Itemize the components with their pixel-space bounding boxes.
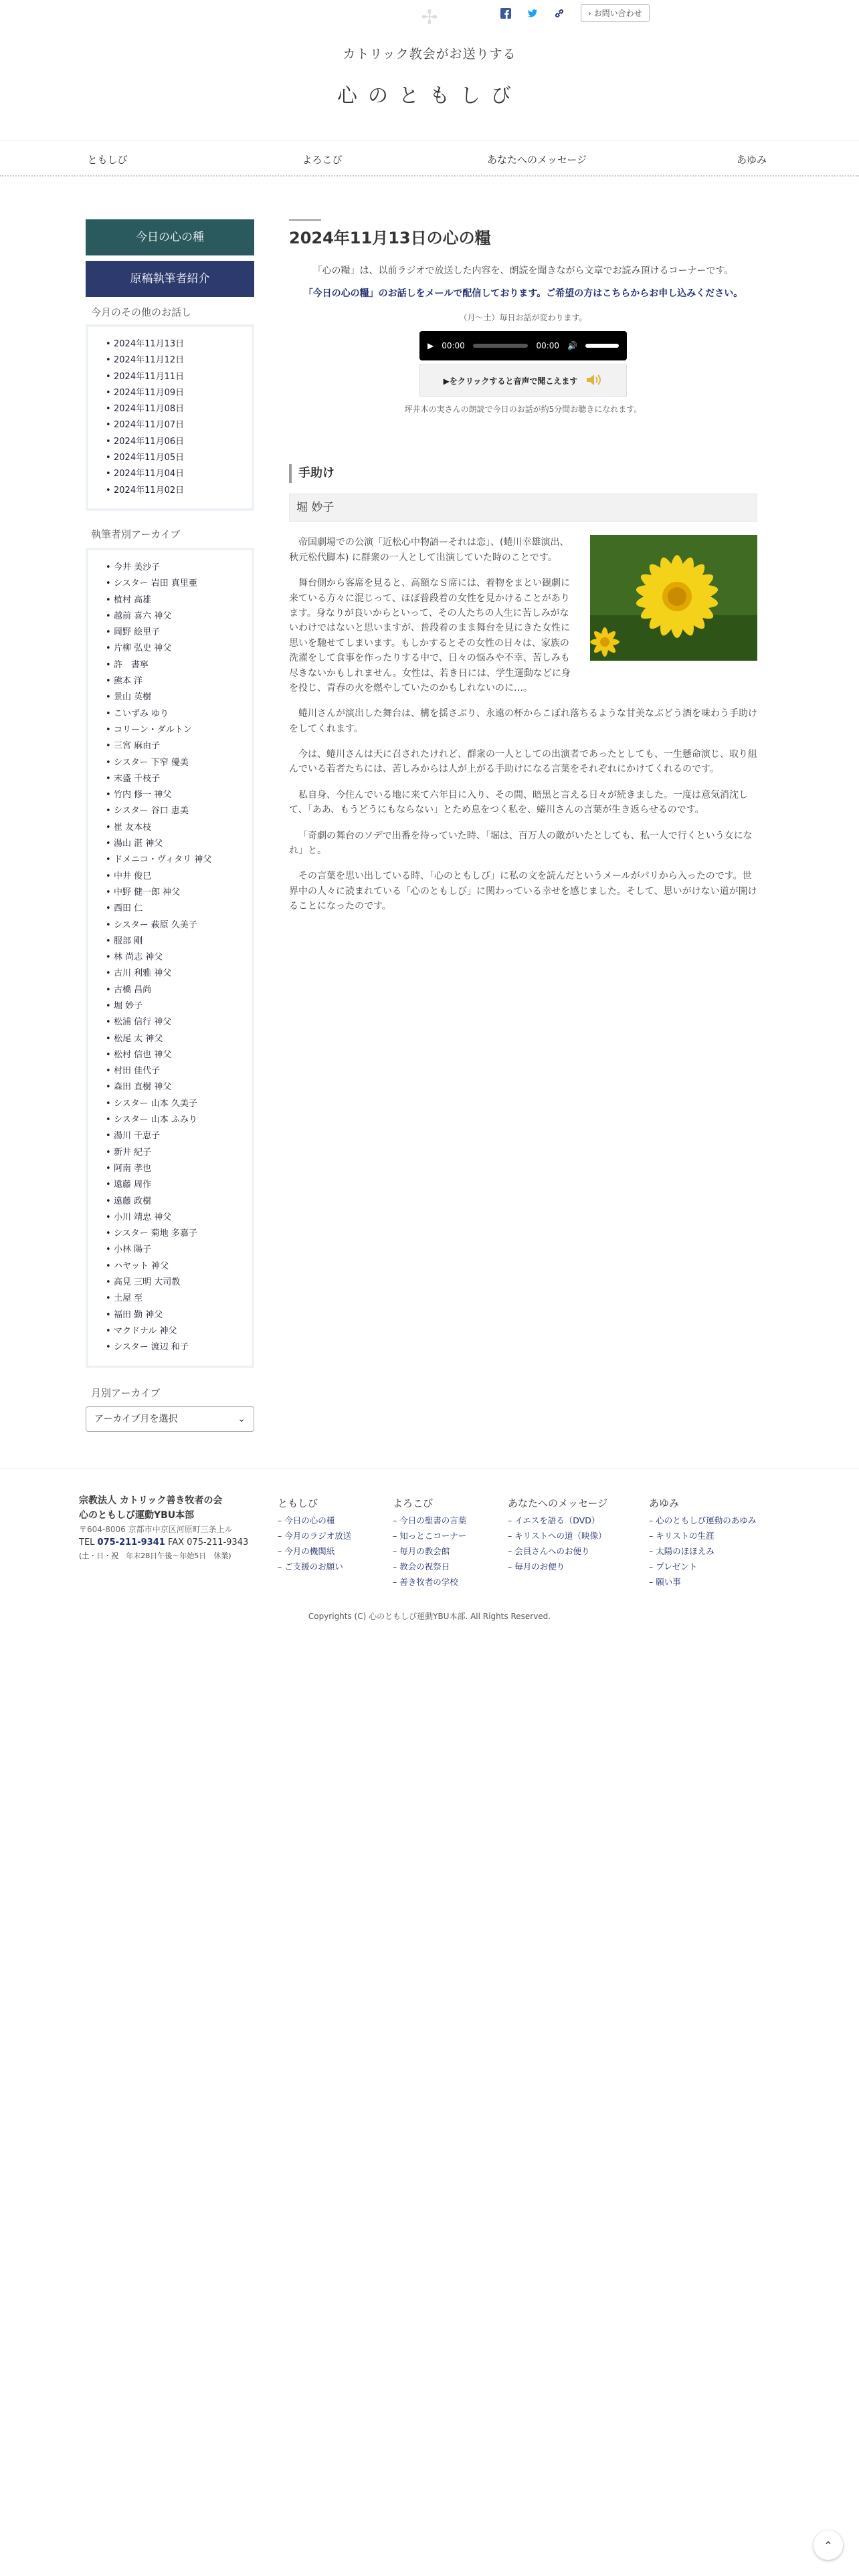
footer-link[interactable]: – ご支援のお願い — [278, 1559, 351, 1574]
date-list-item[interactable]: • 2024年11月07日 — [106, 417, 245, 433]
footer-column — [278, 1496, 351, 1574]
total-time: 00:00 — [536, 341, 560, 351]
writer-list-item[interactable]: • シスター 山本 久美子 — [106, 1096, 245, 1112]
footer-link[interactable]: – 知っとこコーナー — [393, 1528, 466, 1543]
click-to-play-button[interactable] — [419, 364, 627, 397]
article-paragraph: 帝国劇場での公演「近松心中物語ーそれは恋」、(蜷川幸雄演出、秋元松代脚本) に群衆の一人として出演していた時のことです。 — [289, 537, 569, 563]
fax-number: FAX 075-211-9343 — [167, 1537, 249, 1547]
footer-link[interactable]: – キリストの生涯 — [649, 1528, 756, 1543]
writer-list-item[interactable]: • 西田 仁 — [106, 901, 245, 917]
article-paragraph: 私自身、今住んでいる地に来て六年目に入り、その間、暗黒と言える日々が続きました。一度は意気消沈して、「ああ、もうどうにもならない」とため息をつく私を、蜷川さんの言葉が生き返らせるのです。 — [289, 789, 748, 816]
main-content — [289, 219, 757, 925]
writer-list-item[interactable]: • 遠藤 周作 — [106, 1177, 245, 1193]
writer-list-item[interactable]: • 景山 英樹 — [106, 689, 245, 706]
footer-link[interactable]: – 善き牧者の学校 — [393, 1574, 466, 1590]
writers-archive-title: 執筆者別アーカイブ — [91, 528, 181, 540]
article-paragraph: その言葉を思い出している時、「心のともしび」に私の文を読んだというメールがパリから入ったのです。世界中の人々に読まれている「心のともしび」に関わっている幸せを感じました。そして、思いがけない道が開けることになったのです。 — [289, 871, 757, 912]
contact-label: お問い合わせ — [593, 9, 642, 18]
arrow-up-icon: ⌃ — [824, 2539, 833, 2552]
date-list-item[interactable]: • 2024年11月09日 — [106, 385, 245, 401]
footer-organization — [79, 1493, 260, 1562]
footer-column — [508, 1496, 607, 1574]
writer-list-item[interactable]: • 遠藤 政樹 — [106, 1194, 245, 1210]
footer-link[interactable]: – 願い事 — [649, 1574, 756, 1590]
date-list-item[interactable]: • 2024年11月13日 — [106, 336, 245, 352]
nav-item-tomoshibi[interactable]: ともしび — [87, 154, 128, 166]
writer-list-item[interactable]: • シスター 谷口 恵美 — [106, 803, 245, 819]
footer-link[interactable]: – 会員さんへのお便り — [508, 1543, 607, 1559]
site-title[interactable]: 心のともしび — [337, 84, 522, 108]
footer-link[interactable]: – 毎月の教会館 — [393, 1543, 466, 1559]
writer-list-item[interactable]: • 片柳 弘史 神父 — [106, 641, 245, 657]
article-paragraph: 「奇劇の舞台のソデで出番を待っていた時、「堀は、百万人の敵がいたとしても、私一人で行くという女になれ」と。 — [289, 830, 753, 857]
monthly-archive-title: 月別アーカイブ — [91, 1386, 161, 1399]
footer-column — [649, 1496, 756, 1590]
writer-list-item[interactable]: • 小川 靖忠 神父 — [106, 1210, 245, 1226]
writer-list-item[interactable]: • 高見 三明 大司教 — [106, 1275, 245, 1291]
writer-list-item[interactable]: • 小林 陽子 — [106, 1242, 245, 1258]
top-utility-bar — [500, 4, 650, 22]
twitter-icon[interactable] — [527, 8, 538, 19]
tel-number[interactable]: 075-211-9341 — [97, 1537, 165, 1547]
play-icon[interactable]: ▶ — [427, 341, 434, 351]
writer-list-item[interactable]: • 末盛 千枝子 — [106, 771, 245, 787]
footer-link[interactable]: – キリストへの道（映像） — [508, 1528, 607, 1543]
footer-link[interactable]: – 今月の機関紙 — [278, 1543, 351, 1559]
writer-list-item[interactable]: • 松浦 信行 神父 — [106, 1014, 245, 1031]
writer-list-item[interactable]: • ドメニコ・ヴィタリ 神父 — [106, 852, 245, 868]
writer-list-item[interactable]: • 堀 妙子 — [106, 998, 245, 1014]
footer-column-title[interactable]: あなたへのメッセージ — [508, 1497, 608, 1509]
writer-list-item[interactable]: • 服部 剛 — [106, 934, 245, 950]
other-stories-title: 今月のその他のお話し — [91, 306, 192, 318]
org-address: 〒604-8006 京都市中京区河原町三条上ル — [79, 1524, 233, 1534]
footer-link[interactable]: – 太陽のほほえみ — [649, 1543, 756, 1559]
article-body — [289, 535, 757, 914]
writer-list-item[interactable]: • 今井 美沙子 — [106, 560, 245, 576]
chevron-down-icon: ⌄ — [237, 1413, 246, 1424]
writer-list-item[interactable]: • シスター 岩田 真里亜 — [106, 576, 245, 592]
back-to-top-button[interactable] — [814, 2531, 843, 2560]
writer-list-item[interactable]: • 越前 喜六 神父 — [106, 609, 245, 625]
writer-list — [86, 548, 254, 1368]
writer-list-item[interactable]: • マクドナル 神父 — [106, 1323, 245, 1339]
writer-list-item[interactable]: • 森田 直樹 神父 — [106, 1079, 245, 1095]
intro-text: 「心の糧」は、以前ラジオで放送した内容を、朗読を聞きながら文章でお読み頂けるコーナーです。 — [312, 265, 734, 276]
archive-select-value: アーカイブ月を選択 — [94, 1413, 178, 1424]
writer-list-item[interactable]: • 中井 俊巳 — [106, 869, 245, 885]
org-name-2: 心のともしび運動YBU本部 — [79, 1510, 195, 1521]
writer-list-item[interactable]: • 熊本 洋 — [106, 673, 245, 689]
writer-list-item[interactable]: • 福田 勤 神父 — [106, 1307, 245, 1323]
writer-list-item[interactable]: • 村田 佳代子 — [106, 1063, 245, 1079]
writer-list-item[interactable]: • シスター 下窄 優美 — [106, 755, 245, 771]
writer-list-item[interactable]: • ハヤット 神父 — [106, 1259, 245, 1275]
writer-list-item[interactable]: • 三宮 麻由子 — [106, 738, 245, 754]
click-play-label: ▶をクリックすると音声で聞こえます — [443, 376, 578, 386]
nav-item-yorokobi[interactable]: よろこび — [302, 154, 343, 166]
footer-link[interactable]: – 教会の祝祭日 — [393, 1559, 466, 1574]
article-paragraph: 舞台側から客席を見ると、高額なＳ席には、着物をまとい観劇に来ている方々に混じって、ほぼ普段着の女性を見かけることがあります。身なりが良いからといって、その人たちの人生に苦しみがないわけではないと思いますが、普段着のまま舞台を見にきた女性に思いを馳せてしまいます。もしかするとその女性の日々は、家族の洗濯をして食事を作ったりする中で、日々の悩みや不幸、苦しみも尽きないかもしれません。女性は、若き日には、学生運動などに身を投じ、青春の火を燃やしていたのかもしれないのに…。 — [289, 578, 571, 693]
writer-list-item[interactable]: • 土屋 至 — [106, 1291, 245, 1307]
writer-list-item[interactable]: • 植村 高雄 — [106, 593, 245, 609]
title-accent-line — [289, 219, 321, 221]
date-list-item[interactable]: • 2024年11月04日 — [106, 466, 245, 482]
writer-list-item[interactable]: • こいずみ ゆり — [106, 706, 245, 722]
writer-list-item[interactable]: • 新井 紀子 — [106, 1145, 245, 1161]
archive-month-select[interactable] — [86, 1406, 254, 1432]
writer-list-item[interactable]: • シスター 菊地 多嘉子 — [106, 1226, 245, 1242]
writer-list-item[interactable]: • 松尾 太 神父 — [106, 1031, 245, 1047]
footer-link[interactable]: – 心のともしび運動のあゆみ — [649, 1513, 756, 1528]
page-title: 2024年11月13日の心の糧 — [289, 229, 491, 247]
footer-link[interactable]: – 今日の聖書の言葉 — [393, 1513, 466, 1528]
volume-slider[interactable] — [585, 344, 619, 348]
author-name: 堀 妙子 — [289, 494, 757, 522]
writer-list-item[interactable]: • 阿南 孝也 — [106, 1161, 245, 1177]
footer-link[interactable]: – 今月のラジオ放送 — [278, 1528, 351, 1543]
section-title: 手助け — [289, 464, 757, 483]
audio-player — [419, 331, 627, 360]
yellow-flower-image — [590, 535, 757, 661]
writer-list-item[interactable]: • 許 書寧 — [106, 657, 245, 673]
writer-list-item[interactable]: • シスター 萩原 久美子 — [106, 918, 245, 934]
writer-list-item[interactable]: • 古川 利雅 神父 — [106, 966, 245, 982]
writer-list-item[interactable]: • シスター 渡辺 和子 — [106, 1339, 245, 1356]
date-list-item[interactable]: • 2024年11月02日 — [106, 483, 245, 499]
date-list-item[interactable]: • 2024年11月06日 — [106, 434, 245, 450]
footer-link[interactable]: – 毎月のお便り — [508, 1559, 607, 1574]
writer-list-item[interactable]: • 古橋 昌尚 — [106, 982, 245, 998]
footer-column — [393, 1496, 466, 1590]
current-time: 00:00 — [442, 341, 465, 351]
writer-list-item[interactable]: • 中野 健一郎 神父 — [106, 885, 245, 901]
footer-link[interactable]: – 今日の心の種 — [278, 1513, 351, 1528]
site-subtitle: カトリック教会がお送りする — [343, 47, 516, 62]
footer-column-title[interactable]: よろこび — [393, 1497, 434, 1509]
writer-list-item[interactable]: • 湯山 湛 神父 — [106, 836, 245, 852]
sidebar — [86, 219, 254, 1432]
audio-seek-bar[interactable] — [473, 344, 529, 348]
footer-column-title[interactable]: ともしび — [278, 1497, 318, 1509]
footer-divider — [0, 1468, 859, 1469]
schedule-note: （月～土）毎日お話が変わります。 — [459, 313, 587, 323]
writer-list-item[interactable]: • 林 尚志 神父 — [106, 950, 245, 966]
tel-label: TEL — [79, 1537, 95, 1547]
today-seed-button[interactable]: 今日の心の種 — [86, 219, 254, 255]
volume-icon[interactable]: 🔊 — [567, 341, 577, 351]
speaker-icon — [585, 372, 603, 389]
footer-column-title[interactable]: あゆみ — [649, 1497, 680, 1509]
date-list-item[interactable]: • 2024年11月12日 — [106, 352, 245, 368]
writer-list-item[interactable]: • シスター 山本 ふみり — [106, 1112, 245, 1128]
date-list-item[interactable]: • 2024年11月11日 — [106, 369, 245, 385]
copyright: Copyrights (C) 心のともしび運動YBU本部. All Rights Reserved. — [308, 1612, 551, 1621]
org-phone — [79, 1536, 260, 1550]
date-list-item[interactable]: • 2024年11月05日 — [106, 450, 245, 466]
nav-item-ayumi[interactable]: あゆみ — [736, 154, 767, 166]
writer-list-item[interactable]: • 竹内 修一 神父 — [106, 787, 245, 803]
writers-intro-button[interactable]: 原稿執筆者紹介 — [86, 261, 254, 297]
writer-list-item[interactable]: • コリーン・ダルトン — [106, 722, 245, 738]
business-hours: (土・日・祝 年末28日午後〜年始5日 休業) — [79, 1551, 231, 1560]
mail-subscribe-link[interactable]: 「今日の心の糧」のお話しをメールで配信しております。ご希望の方はこちらからお申し込みください。 — [303, 288, 743, 299]
writer-list-item[interactable]: • 松村 信也 神父 — [106, 1047, 245, 1063]
article-paragraph: 蜷川さんが演出した舞台は、構を揺さぶり、永遠の杯からこぼれ落ちるような甘美なぶどう酒を味わう手助けをしてくれます。 — [289, 708, 757, 734]
writer-list-item[interactable]: • 崔 友本枝 — [106, 820, 245, 836]
org-name-1: 宗教法人 カトリック善き牧者の会 — [79, 1495, 223, 1506]
reader-note: 坪井木の実さんの朗読で今日のお話が約5分間お聴きになれます。 — [404, 405, 642, 415]
writer-list-item[interactable]: • 湯川 千恵子 — [106, 1128, 245, 1144]
nav-item-message[interactable]: あなたへのメッセージ — [486, 154, 587, 166]
facebook-icon[interactable] — [500, 8, 511, 19]
date-list — [86, 324, 254, 511]
date-list-item[interactable]: • 2024年11月08日 — [106, 401, 245, 417]
article-paragraph: 今は、蜷川さんは天に召されたけれど、群衆の一人としての出演者であったとしても、一生懸命演じ、取り組んでいる若者たちには、苦しみからは人が上がる手助けになる言葉をそれぞれにかけてくれるのです。 — [289, 749, 757, 775]
footer-link[interactable]: – イエスを語る（DVD） — [508, 1513, 607, 1528]
footer-link[interactable]: – プレゼント — [649, 1559, 756, 1574]
header-divider — [0, 175, 859, 177]
writer-list-item[interactable]: • 岡野 絵里子 — [106, 625, 245, 641]
link-icon[interactable] — [554, 8, 565, 19]
global-nav — [0, 140, 859, 178]
contact-button[interactable]: › お問い合わせ — [581, 4, 650, 22]
cross-ornament-icon: ✢ — [421, 6, 438, 29]
